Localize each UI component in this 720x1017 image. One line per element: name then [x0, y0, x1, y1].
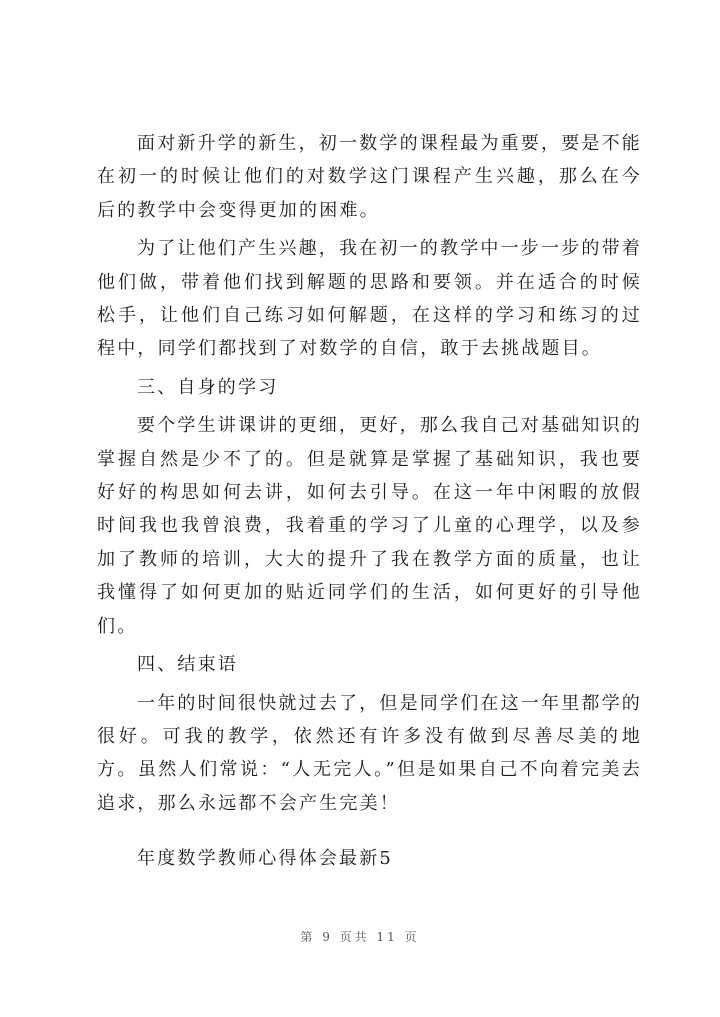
page-number-footer: 第 9 页共 11 页 — [300, 930, 420, 944]
paragraph-intro: 面对新升学的新生，初一数学的课程最为重要，要是不能在初一的时候让他们的对数学这门课程产生兴趣，那么在今后的教学中会变得更加的困难。 — [97, 133, 642, 221]
paragraph-interest: 为了让他们产生兴趣，我在初一的教学中一步一步的带着他们做，带着他们找到解题的思路和要领。并在适合的时候松手，让他们自己练习如何解题，在这样的学习和练习的过程中，同学们都找到了对数学的自信，敢于去挑战题目。 — [97, 238, 642, 360]
document-body — [97, 127, 642, 876]
section-heading-self-study: 三、自身的学习 — [137, 376, 279, 398]
section-heading-conclusion: 四、结束语 — [137, 654, 238, 676]
paragraph-conclusion: 一年的时间很快就过去了，但是同学们在这一年里都学的很好。可我的教学，依然还有许多没有做到尽善尽美的地方。虽然人们常说：“人无完人。”但是如果自己不向着完美去追求，那么永远都不会产生完美！ — [97, 692, 642, 814]
paragraph-self-study: 要个学生讲课讲的更细，更好，那么我自己对基础知识的掌握自然是少不了的。但是就算是掌握了基础知识，我也要好好的构思如何去讲，如何去引导。在这一年中闲暇的放假时间我也我曾浪费，我着重的学习了儿童的心理学，以及参加了教师的培训，大大的提升了我在教学方面的质量，也让我懂得了如何更加的贴近同学们的生活，如何更好的引导他们。 — [97, 415, 642, 637]
next-article-title: 年度数学教师心得体会最新5 — [137, 848, 394, 870]
